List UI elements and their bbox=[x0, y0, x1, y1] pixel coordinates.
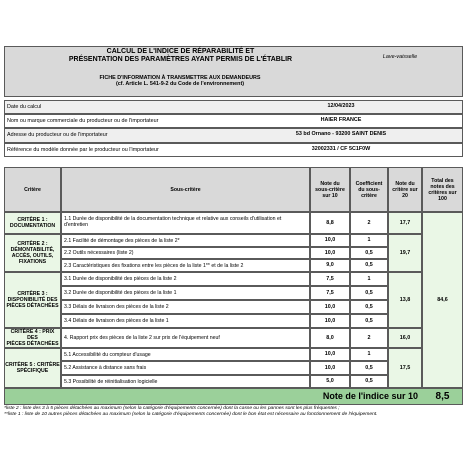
footnote: **liste 1 : liste de 10 autres pièces détachées au maximum (selon la catégorie d'équipements concernée) dont le bon état est nécessaire au fonctionnement de l'équipement. bbox=[4, 412, 378, 418]
info-label: Adresse du producteur ou de l'importateur bbox=[4, 128, 463, 143]
sub-criterion-note: 10,0 bbox=[310, 314, 350, 328]
sub-criterion-note: 10,0 bbox=[310, 348, 350, 361]
sub-criterion-note: 7,5 bbox=[310, 272, 350, 286]
criterion-score: 17,7 bbox=[388, 212, 422, 234]
final-value: 8,5 bbox=[435, 391, 450, 402]
col-header-sous-critere: Sous-critère bbox=[61, 167, 310, 212]
criterion-score: 17,5 bbox=[388, 348, 422, 388]
sub-criterion-coef: 1 bbox=[350, 234, 388, 247]
sub-criterion-label: 3.3 Délais de livraison des pièces de la liste 2 bbox=[61, 300, 310, 314]
info-value: HAIER FRANCE bbox=[320, 117, 362, 123]
sub-criterion-note: 10,0 bbox=[310, 361, 350, 375]
sub-criterion-label: 3.2 Durée de disponibilité des pièces de la liste 1 bbox=[61, 286, 310, 300]
info-value: 12/04/2023 bbox=[327, 103, 355, 109]
criterion-name: CRITÈRE 5 : CRITÈRE SPÉCIFIQUE bbox=[4, 348, 61, 388]
sub-criterion-coef: 0,5 bbox=[350, 361, 388, 375]
notice-line1: FICHE D'INFORMATION À TRANSMETTRE AUX DEMANDEURS bbox=[99, 75, 261, 81]
info-label: Nom ou marque commerciale du producteur ou de l'importateur bbox=[4, 114, 463, 128]
info-label: Référence du modèle donnée par le producteur ou l'importateur bbox=[4, 143, 463, 157]
sub-criterion-coef: 0,5 bbox=[350, 300, 388, 314]
sub-criterion-coef: 2 bbox=[350, 328, 388, 348]
col-header-note-sous-critere: Note du sous-critère sur 10 bbox=[310, 167, 350, 212]
sub-criterion-label: 1.1 Durée de disponibilité de la documentation technique et relative aux conseils d'utilisation et d'entretien bbox=[61, 212, 310, 234]
sub-criterion-note: 10,0 bbox=[310, 247, 350, 259]
sub-criterion-coef: 1 bbox=[350, 348, 388, 361]
info-value: 53 bd Ornano - 93200 SAINT DENIS bbox=[295, 131, 387, 137]
info-table bbox=[4, 100, 463, 157]
sub-criterion-label: 5.2 Assistance à distance sans frais bbox=[61, 361, 310, 375]
sub-criterion-note: 8,0 bbox=[310, 328, 350, 348]
criterion-name: CRITÈRE 3 : DISPONIBILITÉ DES PIÈCES DÉTACHÉES bbox=[4, 272, 61, 328]
page-title-line2: PRÉSENTATION DES PARAMÈTRES AYANT PERMIS DE L'ÉTABLIR bbox=[68, 56, 293, 64]
sub-criterion-note: 7,5 bbox=[310, 286, 350, 300]
notice bbox=[60, 75, 300, 88]
sub-criterion-label: 3.1 Durée de disponibilité des pièces de la liste 2 bbox=[61, 272, 310, 286]
info-value: 32002331 / CF 5C1F0W bbox=[311, 146, 371, 152]
sub-criterion-label: 5.3 Possibilité de réinitialisation logicielle bbox=[61, 375, 310, 388]
sub-criterion-label: 2.1 Facilité de démontage des pièces de la liste 2* bbox=[61, 234, 310, 247]
sub-criterion-label: 5.1 Accessibilité du compteur d'usage bbox=[61, 348, 310, 361]
sub-criterion-coef: 0,5 bbox=[350, 247, 388, 259]
sub-criterion-coef: 2 bbox=[350, 212, 388, 234]
sub-criterion-coef: 0,5 bbox=[350, 259, 388, 272]
sub-criterion-note: 10,0 bbox=[310, 234, 350, 247]
sub-criterion-note: 9,0 bbox=[310, 259, 350, 272]
sub-criterion-coef: 0,5 bbox=[350, 314, 388, 328]
footnotes bbox=[4, 406, 466, 419]
sub-criterion-coef: 1 bbox=[350, 272, 388, 286]
sub-criterion-note: 8,8 bbox=[310, 212, 350, 234]
criterion-name: CRITÈRE 4 : PRIX DES PIÈCES DÉTACHÉES bbox=[4, 328, 61, 348]
sub-criterion-note: 5,0 bbox=[310, 375, 350, 388]
page-title bbox=[38, 48, 323, 65]
sub-criterion-label: 2.3 Caractéristiques des fixations entre les pièces de la liste 1** et de la liste 2 bbox=[61, 259, 310, 272]
score-table bbox=[4, 167, 463, 405]
col-header-critere: Critère bbox=[4, 167, 61, 212]
product-type: Lave-vaisselle bbox=[382, 54, 418, 60]
criterion-score: 19,7 bbox=[388, 234, 422, 272]
sub-criterion-coef: 0,5 bbox=[350, 286, 388, 300]
notice-line2: (cf. Article L. 541-9-2 du Code de l'environnement) bbox=[115, 81, 245, 88]
col-header-coefficient: Coefficient du sous-critère bbox=[350, 167, 388, 212]
sub-criterion-label: 4. Rapport prix des pièces de la liste 2 sur prix de l'équipement neuf bbox=[61, 328, 310, 348]
criterion-score: 13,8 bbox=[388, 272, 422, 328]
sub-criterion-label: 2.2 Outils nécessaires (liste 2) bbox=[61, 247, 310, 259]
final-label: Note de l'indice sur 10 bbox=[322, 391, 418, 401]
col-header-note-critere: Note du critère sur 20 bbox=[388, 167, 422, 212]
sub-criterion-coef: 0,5 bbox=[350, 375, 388, 388]
info-label: Date du calcul bbox=[4, 100, 463, 114]
criterion-score: 16,0 bbox=[388, 328, 422, 348]
total-score: 84,6 bbox=[422, 212, 463, 388]
criterion-name: CRITÈRE 1 : DOCUMENTATION bbox=[4, 212, 61, 234]
footnote: *liste 2 : liste des 3 à 5 pièces détachées au maximum (selon la catégorie d'équipements concernée) dont la casse ou les pannes sont les plus fréquentes ; bbox=[4, 406, 340, 411]
page-title-line1: CALCUL DE L'INDICE DE RÉPARABILITÉ ET bbox=[106, 48, 255, 55]
criterion-name: CRITÈRE 2 : DÉMONTABILITÉ, ACCÈS, OUTILS, FIXATIONS bbox=[4, 234, 61, 272]
sub-criterion-label: 3.4 Délais de livraison des pièces de la liste 1 bbox=[61, 314, 310, 328]
sub-criterion-note: 10,0 bbox=[310, 300, 350, 314]
col-header-total: Total des notes des critères sur 100 bbox=[422, 167, 463, 212]
